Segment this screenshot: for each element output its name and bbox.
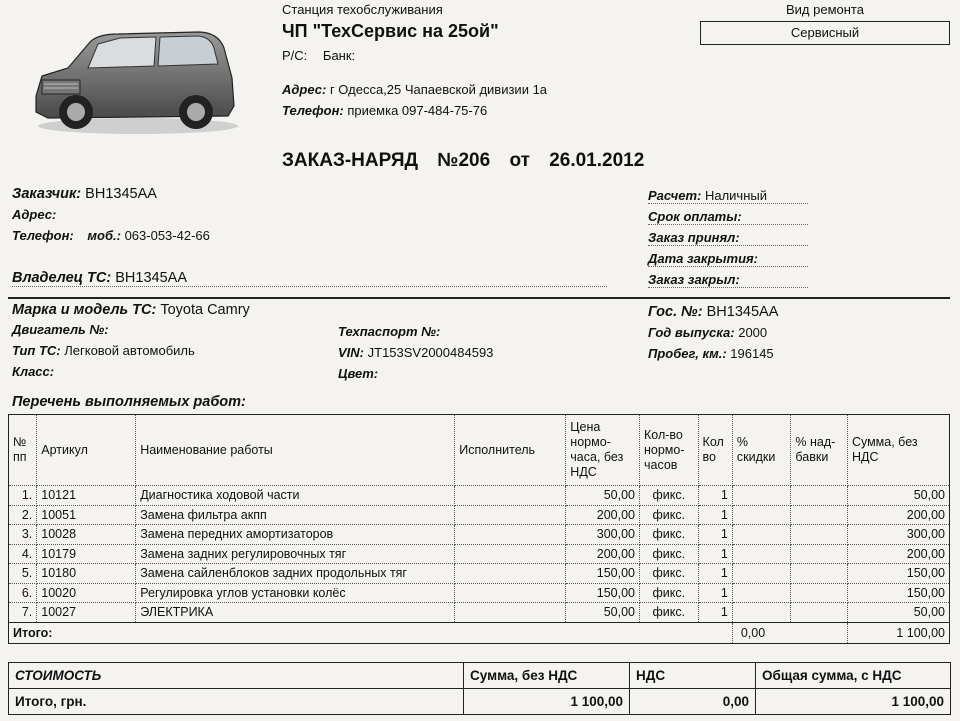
client-address-field	[12, 207, 56, 222]
row-article: 10051	[37, 505, 136, 525]
row-price: 50,00	[566, 603, 640, 623]
works-table	[8, 414, 950, 644]
row-num: 1.	[9, 486, 37, 506]
row-qty: 1	[698, 583, 732, 603]
owner-value: ВН1345АА	[115, 270, 187, 286]
row-qty: 1	[698, 544, 732, 564]
row-name: Регулировка углов установки колёс	[136, 583, 455, 603]
row-executor	[455, 486, 566, 506]
phone-value: приемка 097-484-75-76	[347, 103, 488, 118]
row-sum: 50,00	[847, 486, 949, 506]
row-article: 10027	[37, 603, 136, 623]
row-name: Замена передних амортизаторов	[136, 525, 455, 545]
cost-total-with-vat: 1 100,00	[756, 689, 951, 715]
table-row	[9, 583, 950, 603]
due-field	[648, 209, 808, 225]
row-discount	[732, 505, 791, 525]
owner-field	[12, 270, 607, 287]
row-sum: 200,00	[847, 505, 949, 525]
plate-value: ВН1345АА	[706, 304, 779, 320]
row-qty: 1	[698, 564, 732, 584]
row-hours: фикс.	[640, 583, 699, 603]
col-hours: Кол-во нормо-часов	[640, 415, 699, 486]
row-sum: 50,00	[847, 603, 949, 623]
row-sum: 150,00	[847, 564, 949, 584]
row-num: 3.	[9, 525, 37, 545]
row-name: Диагностика ходовой части	[136, 486, 455, 506]
document-title	[282, 150, 644, 172]
close-date-field	[648, 251, 808, 267]
row-article: 10028	[37, 525, 136, 545]
works-section-title: Перечень выполняемых работ:	[12, 394, 246, 410]
company-address	[282, 82, 547, 97]
cost-total-label: Итого, грн.	[9, 689, 464, 715]
row-discount	[732, 544, 791, 564]
vin-field	[338, 345, 493, 360]
company-phone	[282, 103, 487, 118]
row-name: Замена сайленблоков задних продольных тяг	[136, 564, 455, 584]
calc-value: Наличный	[704, 188, 767, 203]
row-executor	[455, 525, 566, 545]
works-total-row	[9, 622, 950, 643]
row-num: 5.	[9, 564, 37, 584]
table-row	[9, 525, 950, 545]
row-discount	[732, 564, 791, 584]
row-hours: фикс.	[640, 505, 699, 525]
cost-values-row	[9, 689, 951, 715]
owner-label: Владелец ТС:	[12, 270, 112, 286]
row-executor	[455, 505, 566, 525]
row-markup	[791, 544, 848, 564]
rs-label: Р/С:	[282, 48, 308, 63]
table-row	[9, 564, 950, 584]
model-label: Марка и модель ТС:	[12, 302, 157, 318]
row-markup	[791, 525, 848, 545]
row-hours: фикс.	[640, 544, 699, 564]
cost-header-row	[9, 663, 951, 689]
row-discount	[732, 583, 791, 603]
closed-by-field	[648, 272, 808, 288]
works-header-row	[9, 415, 950, 486]
row-num: 2.	[9, 505, 37, 525]
car-image	[28, 18, 238, 141]
type-label: Тип ТС:	[12, 343, 61, 358]
row-price: 200,00	[566, 505, 640, 525]
row-markup	[791, 583, 848, 603]
col-article: Артикул	[37, 415, 136, 486]
model-field	[12, 302, 250, 318]
engine-field	[12, 322, 109, 337]
works-total-label: Итого:	[9, 622, 733, 643]
row-markup	[791, 603, 848, 623]
row-discount	[732, 486, 791, 506]
cost-sum-no-vat-label: Сумма, без НДС	[464, 663, 630, 689]
row-sum: 200,00	[847, 544, 949, 564]
row-price: 150,00	[566, 583, 640, 603]
row-qty: 1	[698, 603, 732, 623]
station-label: Станция техобслуживания	[282, 2, 443, 17]
row-qty: 1	[698, 486, 732, 506]
year-label: Год выпуска:	[648, 325, 735, 340]
row-name: Замена фильтра акпп	[136, 505, 455, 525]
due-label: Срок оплаты:	[648, 209, 742, 224]
row-num: 6.	[9, 583, 37, 603]
cost-sum-no-vat: 1 100,00	[464, 689, 630, 715]
repair-type-value: Сервисный	[700, 21, 950, 45]
row-sum: 150,00	[847, 583, 949, 603]
section-divider	[8, 297, 950, 299]
table-row	[9, 505, 950, 525]
row-discount	[732, 603, 791, 623]
row-name: Замена задних регулировочных тяг	[136, 544, 455, 564]
company-name: ЧП "ТехСервис на 25ой"	[282, 21, 499, 41]
row-executor	[455, 583, 566, 603]
accepted-label: Заказ принял:	[648, 230, 740, 245]
client-phone-label: Телефон:	[12, 228, 74, 243]
vin-value: JT153SV2000484593	[367, 345, 494, 360]
passport-field	[338, 324, 440, 339]
row-qty: 1	[698, 505, 732, 525]
repair-type-label: Вид ремонта	[786, 2, 864, 17]
works-total-discount: 0,00	[732, 622, 847, 643]
order-date: 26.01.2012	[549, 150, 645, 171]
row-article: 10180	[37, 564, 136, 584]
row-executor	[455, 603, 566, 623]
row-markup	[791, 564, 848, 584]
works-total-sum: 1 100,00	[847, 622, 949, 643]
mobile-value: 063-053-42-66	[124, 228, 210, 243]
closed-by-label: Заказ закрыл:	[648, 272, 740, 287]
close-date-label: Дата закрытия:	[648, 251, 758, 266]
engine-label: Двигатель №:	[12, 322, 109, 337]
col-price: Цена нормо-часа, без НДС	[566, 415, 640, 486]
row-price: 50,00	[566, 486, 640, 506]
row-price: 200,00	[566, 544, 640, 564]
color-field	[338, 366, 378, 381]
col-sum: Сумма, без НДС	[847, 415, 949, 486]
mobile-label: моб.:	[87, 228, 121, 243]
col-discount: % скидки	[732, 415, 791, 486]
row-qty: 1	[698, 525, 732, 545]
row-article: 10121	[37, 486, 136, 506]
mileage-value: 196145	[730, 346, 774, 361]
year-value: 2000	[738, 325, 768, 340]
title-prefix: ЗАКАЗ-НАРЯД	[282, 150, 419, 171]
row-name: ЭЛЕКТРИКА	[136, 603, 455, 623]
row-sum: 300,00	[847, 525, 949, 545]
title-from: от	[509, 150, 530, 171]
client-address-label: Адрес:	[12, 207, 57, 222]
cost-total-with-vat-label: Общая сумма, с НДС	[756, 663, 951, 689]
col-num: № пп	[9, 415, 37, 486]
works-body	[9, 486, 950, 623]
client-value: ВН1345АА	[85, 186, 157, 202]
order-number: №206	[437, 150, 491, 171]
col-executor: Исполнитель	[455, 415, 566, 486]
row-markup	[791, 486, 848, 506]
phone-label: Телефон:	[282, 103, 344, 118]
address-label: Адрес:	[282, 82, 327, 97]
col-name: Наименование работы	[136, 415, 455, 486]
col-qty: Кол во	[698, 415, 732, 486]
plate-label: Гос. №:	[648, 304, 703, 320]
accepted-field	[648, 230, 808, 246]
col-markup: % над-бавки	[791, 415, 848, 486]
cost-title: СТОИМОСТЬ	[9, 663, 464, 689]
row-num: 4.	[9, 544, 37, 564]
row-hours: фикс.	[640, 564, 699, 584]
row-hours: фикс.	[640, 525, 699, 545]
cost-vat-label: НДС	[630, 663, 756, 689]
plate-field	[648, 304, 778, 320]
type-value: Легковой автомобиль	[64, 343, 195, 358]
color-label: Цвет:	[338, 366, 379, 381]
client-label: Заказчик:	[12, 186, 82, 202]
row-executor	[455, 564, 566, 584]
class-field	[12, 364, 54, 379]
client-phone-field	[12, 228, 210, 243]
vin-label: VIN:	[338, 345, 364, 360]
row-article: 10179	[37, 544, 136, 564]
year-field	[648, 325, 767, 340]
passport-label: Техпаспорт №:	[338, 324, 441, 339]
mileage-label: Пробег, км.:	[648, 346, 727, 361]
row-article: 10020	[37, 583, 136, 603]
bank-label: Банк:	[322, 48, 356, 63]
bank-details	[282, 48, 355, 63]
client-field	[12, 186, 157, 202]
type-field	[12, 343, 195, 358]
row-executor	[455, 544, 566, 564]
calc-label: Расчет:	[648, 188, 702, 203]
class-label: Класс:	[12, 364, 55, 379]
calc-field	[648, 188, 808, 204]
cost-table	[8, 662, 951, 715]
row-price: 150,00	[566, 564, 640, 584]
address-value: г Одесса,25 Чапаевской дивизии 1а	[329, 82, 548, 97]
row-markup	[791, 505, 848, 525]
table-row	[9, 486, 950, 506]
row-hours: фикс.	[640, 603, 699, 623]
cost-vat: 0,00	[630, 689, 756, 715]
model-value: Toyota Camry	[160, 302, 250, 318]
suv-illustration	[28, 18, 238, 138]
row-price: 300,00	[566, 525, 640, 545]
row-hours: фикс.	[640, 486, 699, 506]
table-row	[9, 544, 950, 564]
row-discount	[732, 525, 791, 545]
mileage-field	[648, 346, 774, 361]
table-row	[9, 603, 950, 623]
row-num: 7.	[9, 603, 37, 623]
